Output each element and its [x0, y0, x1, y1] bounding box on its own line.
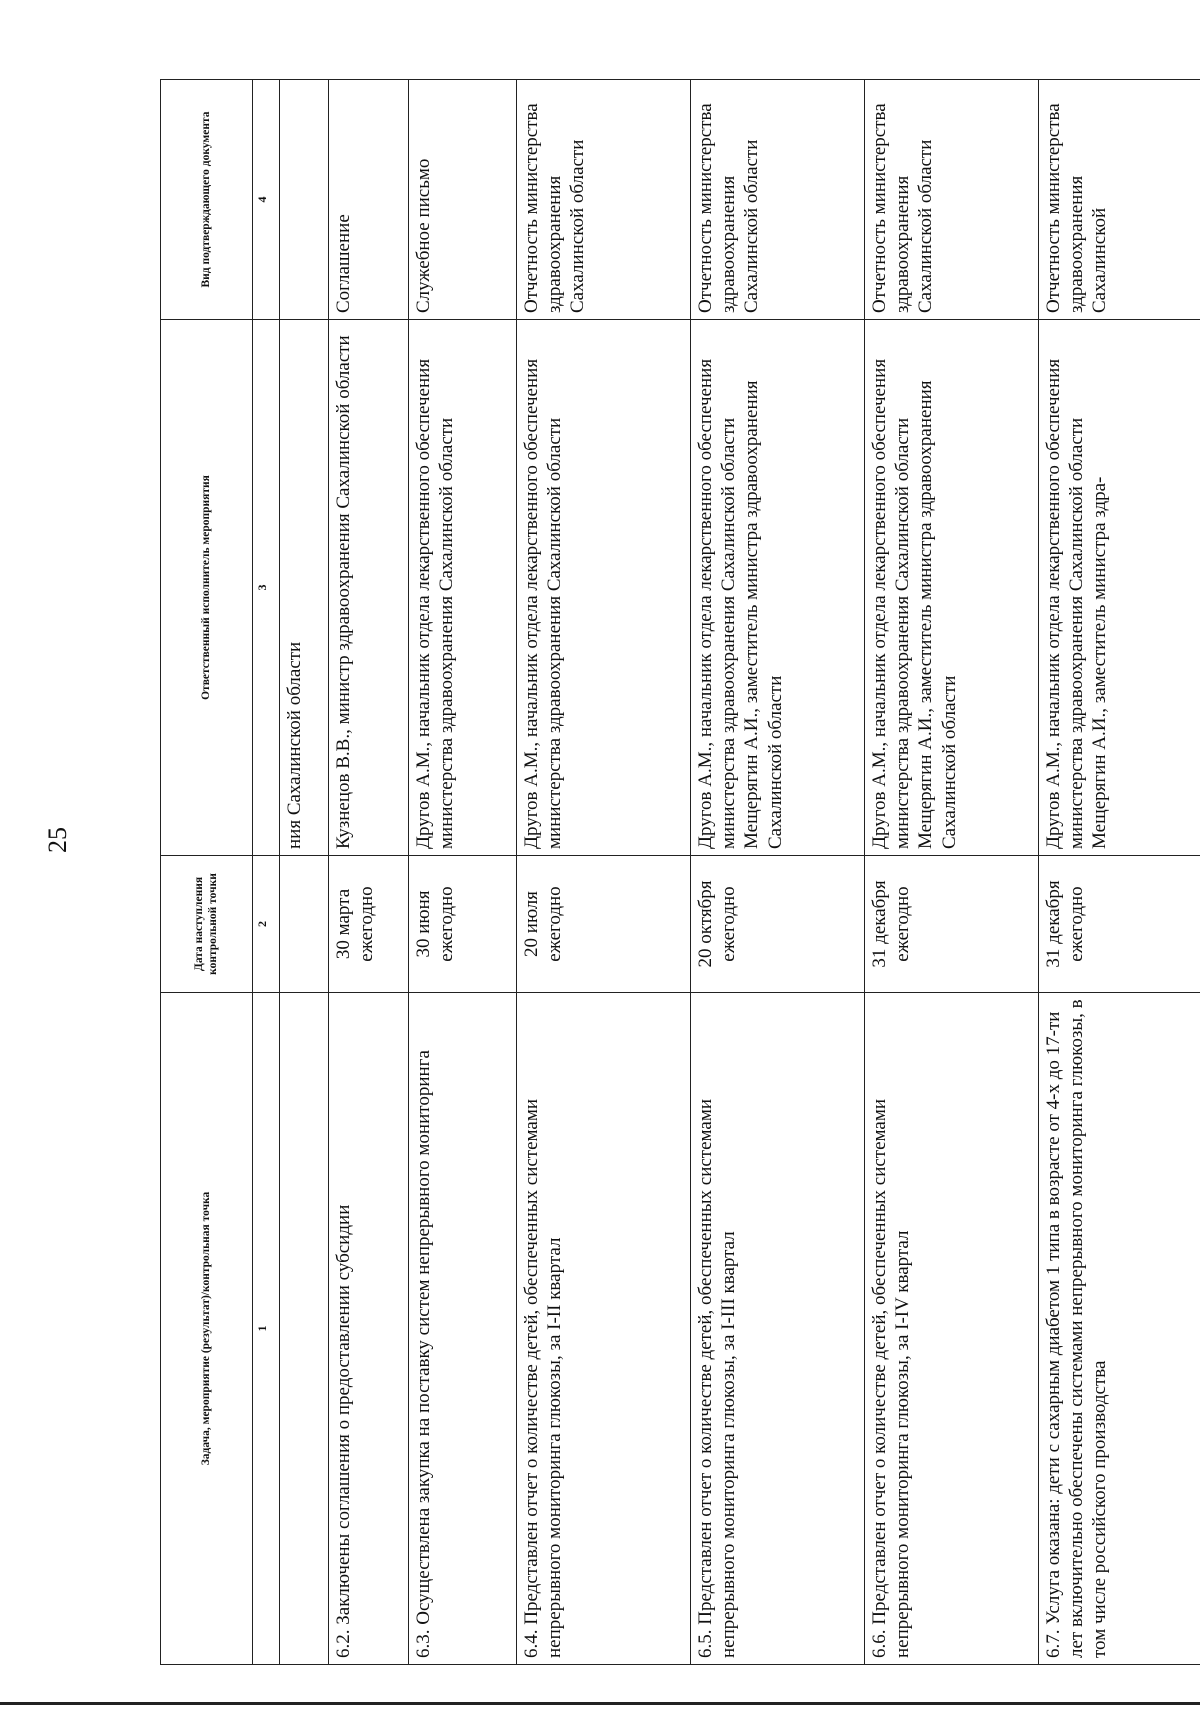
document-cell: Отчетность министерства здравоохранения Сахалинской: [1038, 80, 1200, 320]
date-cell: 30 марта ежегодно: [329, 856, 409, 993]
task-cell: 6.6. Представлен отчет о количестве детей, обеспеченных системами непрерывного мониторинга глюкозы, за I-IV квартал: [865, 993, 1039, 1665]
document-cell: Отчетность министерства здравоохранения Сахалинской области: [691, 80, 865, 320]
executor-cell: Другов А.М., начальник отдела лекарственного обеспечения министерства здравоохранения Сахалинской области: [517, 320, 691, 856]
date-cell: 31 декабря ежегодно: [865, 856, 1039, 993]
date-cell: 30 июня ежегодно: [408, 856, 516, 993]
date-cell: 20 октября ежегодно: [691, 856, 865, 993]
task-cell: 6.2. Заключены соглашения о предоставлении субсидии: [329, 993, 409, 1665]
date-cell: 20 июля ежегодно: [517, 856, 691, 993]
column-number-row: [252, 80, 279, 1665]
table-row: [865, 80, 1039, 1665]
table-row: [517, 80, 691, 1665]
header-task: Задача, мероприятие (результат)/контрольная точка: [161, 993, 253, 1665]
column-number: 2: [252, 856, 279, 993]
header-document: Вид подтверждающего документа: [161, 80, 253, 320]
table-row: [329, 80, 409, 1665]
table-row: [408, 80, 516, 1665]
column-number: 1: [252, 993, 279, 1665]
executor-line: Мещерягин А.И., заместитель министра здравоохранения Сахалинской области: [741, 380, 786, 849]
document-cell: [279, 80, 328, 320]
column-number: 3: [252, 320, 279, 856]
column-number: 4: [252, 80, 279, 320]
executor-cell: Кузнецов В.В., министр здравоохранения Сахалинской области: [329, 320, 409, 856]
document-cell: Отчетность министерства здравоохранения Сахалинской области: [517, 80, 691, 320]
executor-cell: [865, 320, 1039, 856]
table-row: [279, 80, 328, 1665]
task-cell: 6.4. Представлен отчет о количестве детей, обеспеченных системами непрерывного мониторинга глюкозы, за I-II квартал: [517, 993, 691, 1665]
page-number: 25: [43, 827, 72, 853]
date-cell: 31 декабря ежегодно: [1038, 856, 1200, 993]
header-executor: Ответственный исполнитель мероприятия: [161, 320, 253, 856]
executor-line: Другов А.М., начальник отдела лекарственного обеспечения министерства здравоохранения Сахалинской области: [869, 358, 914, 849]
task-cell: 6.5. Представлен отчет о количестве детей, обеспеченных системами непрерывного мониторинга глюкозы, за I-III квартал: [691, 993, 865, 1665]
page-bottom-rule: [0, 1702, 1200, 1705]
table-row: [691, 80, 865, 1665]
task-cell: 6.3. Осуществлена закупка на поставку систем непрерывного мониторинга: [408, 993, 516, 1665]
date-cell: [279, 856, 328, 993]
executor-line: Другов А.М., начальник отдела лекарственного обеспечения министерства здравоохранения Сахалинской области: [695, 358, 740, 849]
control-points-table: [160, 79, 1200, 1665]
executor-cell: ния Сахалинской области: [279, 320, 328, 856]
document-cell: Отчетность министерства здравоохранения Сахалинской области: [865, 80, 1039, 320]
executor-cell: [691, 320, 865, 856]
executor-line: Другов А.М., начальник отдела лекарственного обеспечения министерства здравоохранения Сахалинской области: [1042, 358, 1088, 849]
executor-cell: Другов А.М., начальник отдела лекарственного обеспечения министерства здравоохранения Сахалинской области: [408, 320, 516, 856]
document-cell: Соглашение: [329, 80, 409, 320]
header-date: Дата наступления контрольной точки: [161, 856, 253, 993]
table-header-row: [161, 80, 253, 1665]
rotated-table-container: [160, 80, 1200, 1665]
executor-line: Мещерягин А.И., заместитель министра здра-: [1089, 476, 1111, 849]
executor-line: Мещерягин А.И., заместитель министра здравоохранения Сахалинской области: [915, 380, 960, 849]
table-row: [1038, 80, 1200, 1665]
task-cell: 6.7. Услуга оказана: дети с сахарным диабетом 1 типа в возрасте от 4-х до 17-ти лет включительно обеспечены системами непрерывного мониторинга глюкозы, в том числе российского производства: [1038, 993, 1200, 1665]
executor-cell: [1038, 320, 1200, 856]
document-cell: Служебное письмо: [408, 80, 516, 320]
task-cell: [279, 993, 328, 1665]
